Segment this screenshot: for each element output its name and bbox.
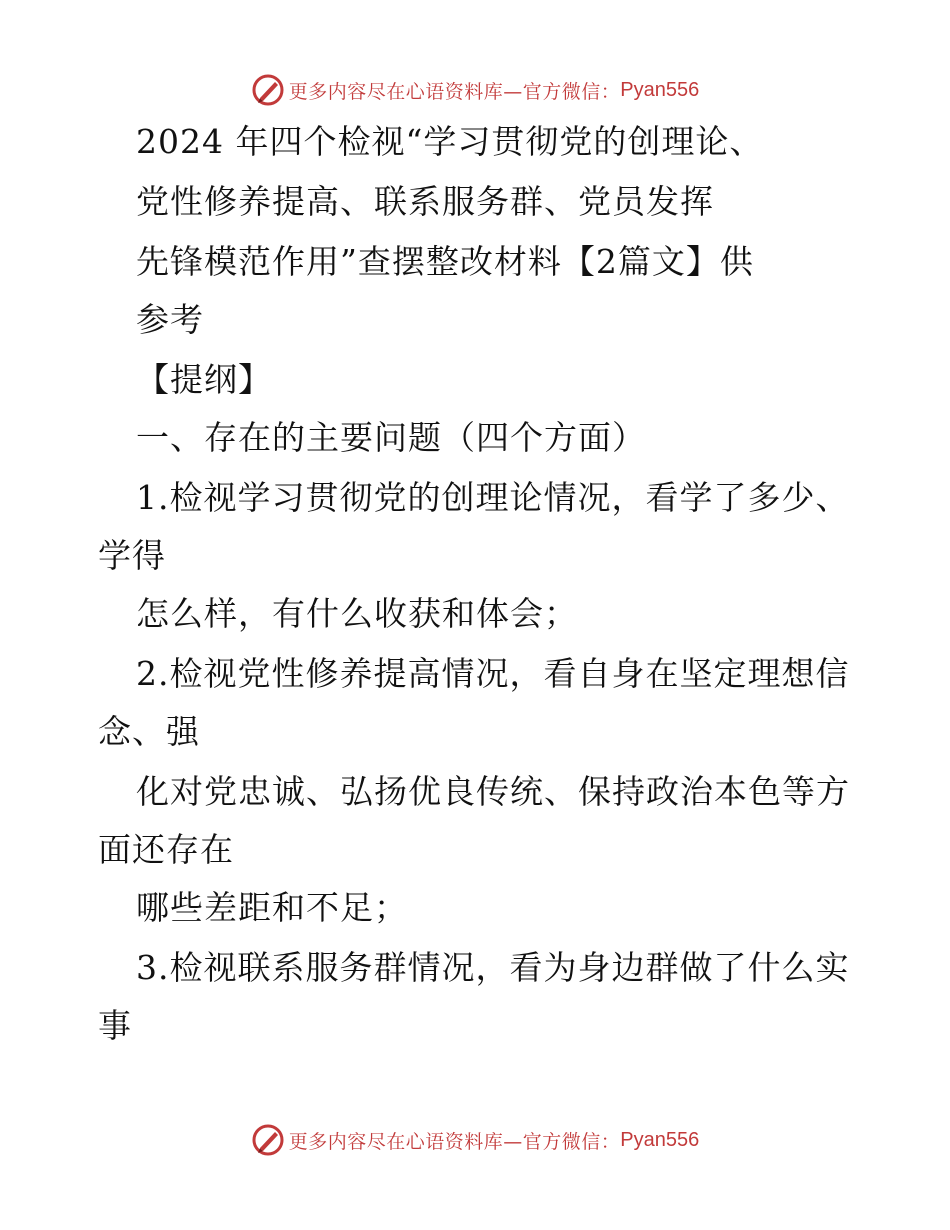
watermark-id: Pyan556 xyxy=(620,78,700,101)
header-watermark xyxy=(0,70,950,110)
title-line-4: 参考 xyxy=(136,300,204,339)
paragraph-line: 3.检视联系服务群情况，看为身边群做了什么实 xyxy=(136,948,850,987)
paragraph-line: 面还存在 xyxy=(98,830,234,869)
title-line-2: 党性修养提高、联系服务群、党员发挥 xyxy=(136,182,714,221)
pen-logo-icon xyxy=(251,1123,285,1157)
watermark-text: 更多内容尽在心语资料库—官方微信： xyxy=(288,1130,621,1153)
paragraph-line: 2.检视党性修养提高情况，看自身在坚定理想信 xyxy=(136,654,850,693)
outline-heading: 【提纲】 xyxy=(136,360,272,399)
paragraph-line: 哪些差距和不足； xyxy=(136,888,408,927)
paragraph-line: 怎么样，有什么收获和体会； xyxy=(136,594,578,633)
footer-watermark xyxy=(0,1120,950,1160)
paragraph-line: 事 xyxy=(98,1006,132,1045)
paragraph-line: 学得 xyxy=(98,536,166,575)
watermark-text: 更多内容尽在心语资料库—官方微信： xyxy=(288,80,621,103)
watermark-id: Pyan556 xyxy=(620,1128,700,1151)
paragraph-line: 1.检视学习贯彻党的创理论情况，看学了多少、 xyxy=(136,478,850,517)
paragraph-line: 念、强 xyxy=(98,712,200,751)
section-heading: 一、存在的主要问题（四个方面） xyxy=(136,418,646,457)
paragraph-line: 化对党忠诚、弘扬优良传统、保持政治本色等方 xyxy=(136,772,850,811)
title-line-3: 先锋模范作用”查摆整改材料【2篇文】供 xyxy=(136,242,754,281)
pen-logo-icon xyxy=(251,73,285,107)
title-line-1: 2024 年四个检视“学习贯彻党的创理论、 xyxy=(136,122,764,161)
